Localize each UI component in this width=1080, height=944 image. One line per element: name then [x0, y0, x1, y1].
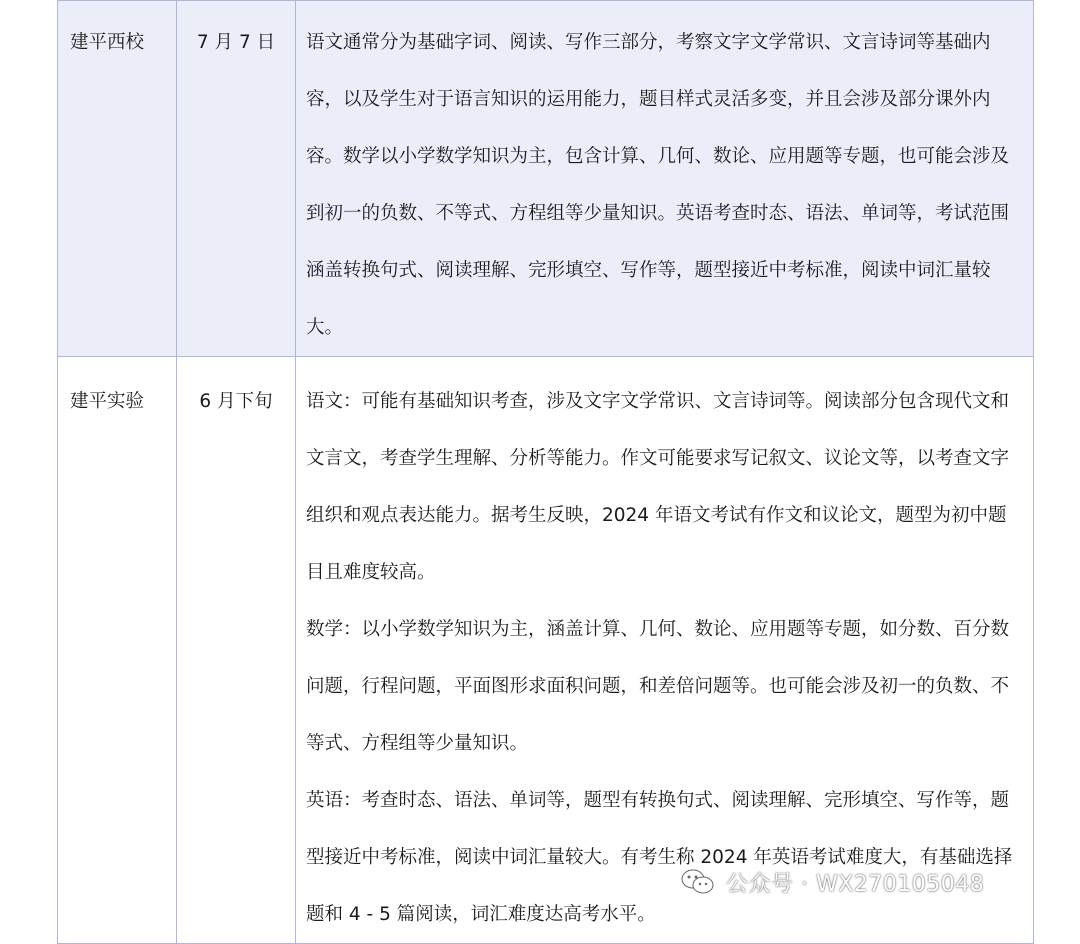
table-row	[58, 1, 1034, 357]
exam-date-cell: 7 月 7 日	[177, 1, 296, 357]
watermark-text: 公众号 · WX270105048	[726, 871, 985, 897]
table-row	[58, 357, 1034, 944]
watermark	[680, 862, 984, 902]
exam-date-cell: 6 月下旬	[177, 357, 296, 944]
wechat-icon	[680, 867, 716, 897]
school-name-cell: 建平实验	[58, 357, 177, 944]
exam-content-cell	[296, 1, 1034, 357]
exam-content-cell	[296, 357, 1034, 944]
chinese-subject-paragraph: 语文：可能有基础知识考查，涉及文字文学常识、文言诗词等。阅读部分包含现代文和文言文，考查学生理解、分析等能力。作文可能要求写记叙文、议论文等，以考查文字组织和观点表达能力。据考生反映，2024 年语文考试有作文和议论文，题型为初中题目且难度较高。	[306, 391, 1010, 583]
school-name-cell: 建平西校	[58, 1, 177, 357]
math-subject-paragraph: 数学：以小学数学知识为主，涵盖计算、几何、数论、应用题等专题，如分数、百分数问题，行程问题，平面图形求面积问题，和差倍问题等。也可能会涉及初一的负数、不等式、方程组等少量知识。	[306, 619, 1010, 754]
content-paragraph: 语文通常分为基础字词、阅读、写作三部分，考察文字文学常识、文言诗词等基础内容，以及学生对于语言知识的运用能力，题目样式灵活多变，并且会涉及部分课外内容。数学以小学数学知识为主，包含计算、几何、数论、应用题等专题，也可能会涉及到初一的负数、不等式、方程组等少量知识。英语考查时态、语法、单词等，考试范围涵盖转换句式、阅读理解、完形填空、写作等，题型接近中考标准，阅读中词汇量较大。	[306, 32, 1010, 338]
english-subject-paragraph: 英语：考查时态、语法、单词等，题型有转换句式、阅读理解、完形填空、写作等，题型接近中考标准，阅读中词汇量较大。有考生称 2024 年英语考试难度大，有基础选择题和 4 - 5 篇阅读，词汇难度达高考水平。	[306, 790, 1013, 925]
exam-info-table	[57, 0, 1034, 944]
